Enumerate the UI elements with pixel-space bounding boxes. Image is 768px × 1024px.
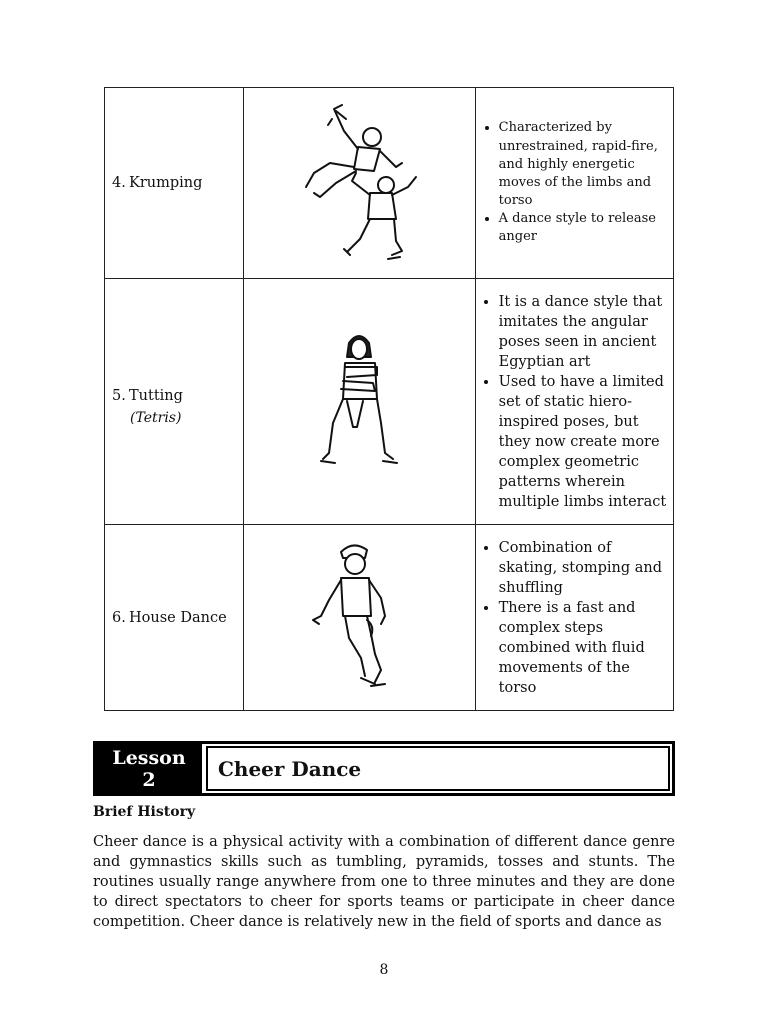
lesson-label-word: Lesson [112, 746, 186, 769]
house-dancer-illustration [244, 525, 475, 711]
dance-name-cell [105, 279, 244, 525]
dance-number: 5. [112, 387, 126, 404]
dance-alt-name: (Tetris) [130, 409, 182, 426]
dance-name-cell [105, 88, 244, 279]
body-paragraph: Cheer dance is a physical activity with a combination of different dance genre and gymnastics skills such as tumbling, pyramids, tosses and stunts. The routines usually range anywhere from one to three minutes and they are done to direct spectators to cheer for sports teams or participate in cheer dance competition. Cheer dance is relatively new in the field of sports and dance as [93, 834, 675, 930]
dance-name: Krumping [129, 175, 203, 191]
table-row [105, 525, 674, 711]
dance-description [475, 525, 673, 711]
list-item: • It is a dance style that imitates the angular poses seen in ancient Egyptian art [499, 292, 667, 372]
table-row [105, 279, 674, 525]
list-item: • Characterized by unrestrained, rapid-fire, and highly energetic moves of the limbs and torso [499, 119, 667, 210]
lesson-number: 2 [142, 768, 156, 791]
dance-number: 6. [112, 609, 126, 626]
list-item: • A dance style to release anger [499, 210, 667, 246]
dance-name: House Dance [129, 609, 227, 626]
list-item: • There is a fast and complex steps combined with fluid movements of the torso [499, 598, 667, 698]
dance-name: Tutting [129, 387, 183, 404]
list-item: • Combination of skating, stomping and shuffling [499, 538, 667, 598]
dance-description [475, 279, 673, 525]
lesson-label [96, 744, 202, 793]
page-number: 8 [379, 962, 389, 978]
dance-number: 4. [112, 175, 126, 191]
lesson-title: Cheer Dance [218, 756, 362, 781]
dance-description [475, 88, 673, 279]
section-heading: Brief History [93, 804, 196, 820]
dance-styles-table [104, 87, 674, 711]
krumping-dancers-illustration [244, 88, 475, 279]
dance-name-cell [105, 525, 244, 711]
list-item: • Used to have a limited set of static hiero-inspired poses, but they now create more complex geometric patterns wherein multiple limbs interact [499, 372, 667, 512]
tutting-dancer-illustration [244, 279, 475, 525]
lesson-banner [93, 741, 675, 796]
lesson-title-box [206, 746, 670, 791]
table-row [105, 88, 674, 279]
